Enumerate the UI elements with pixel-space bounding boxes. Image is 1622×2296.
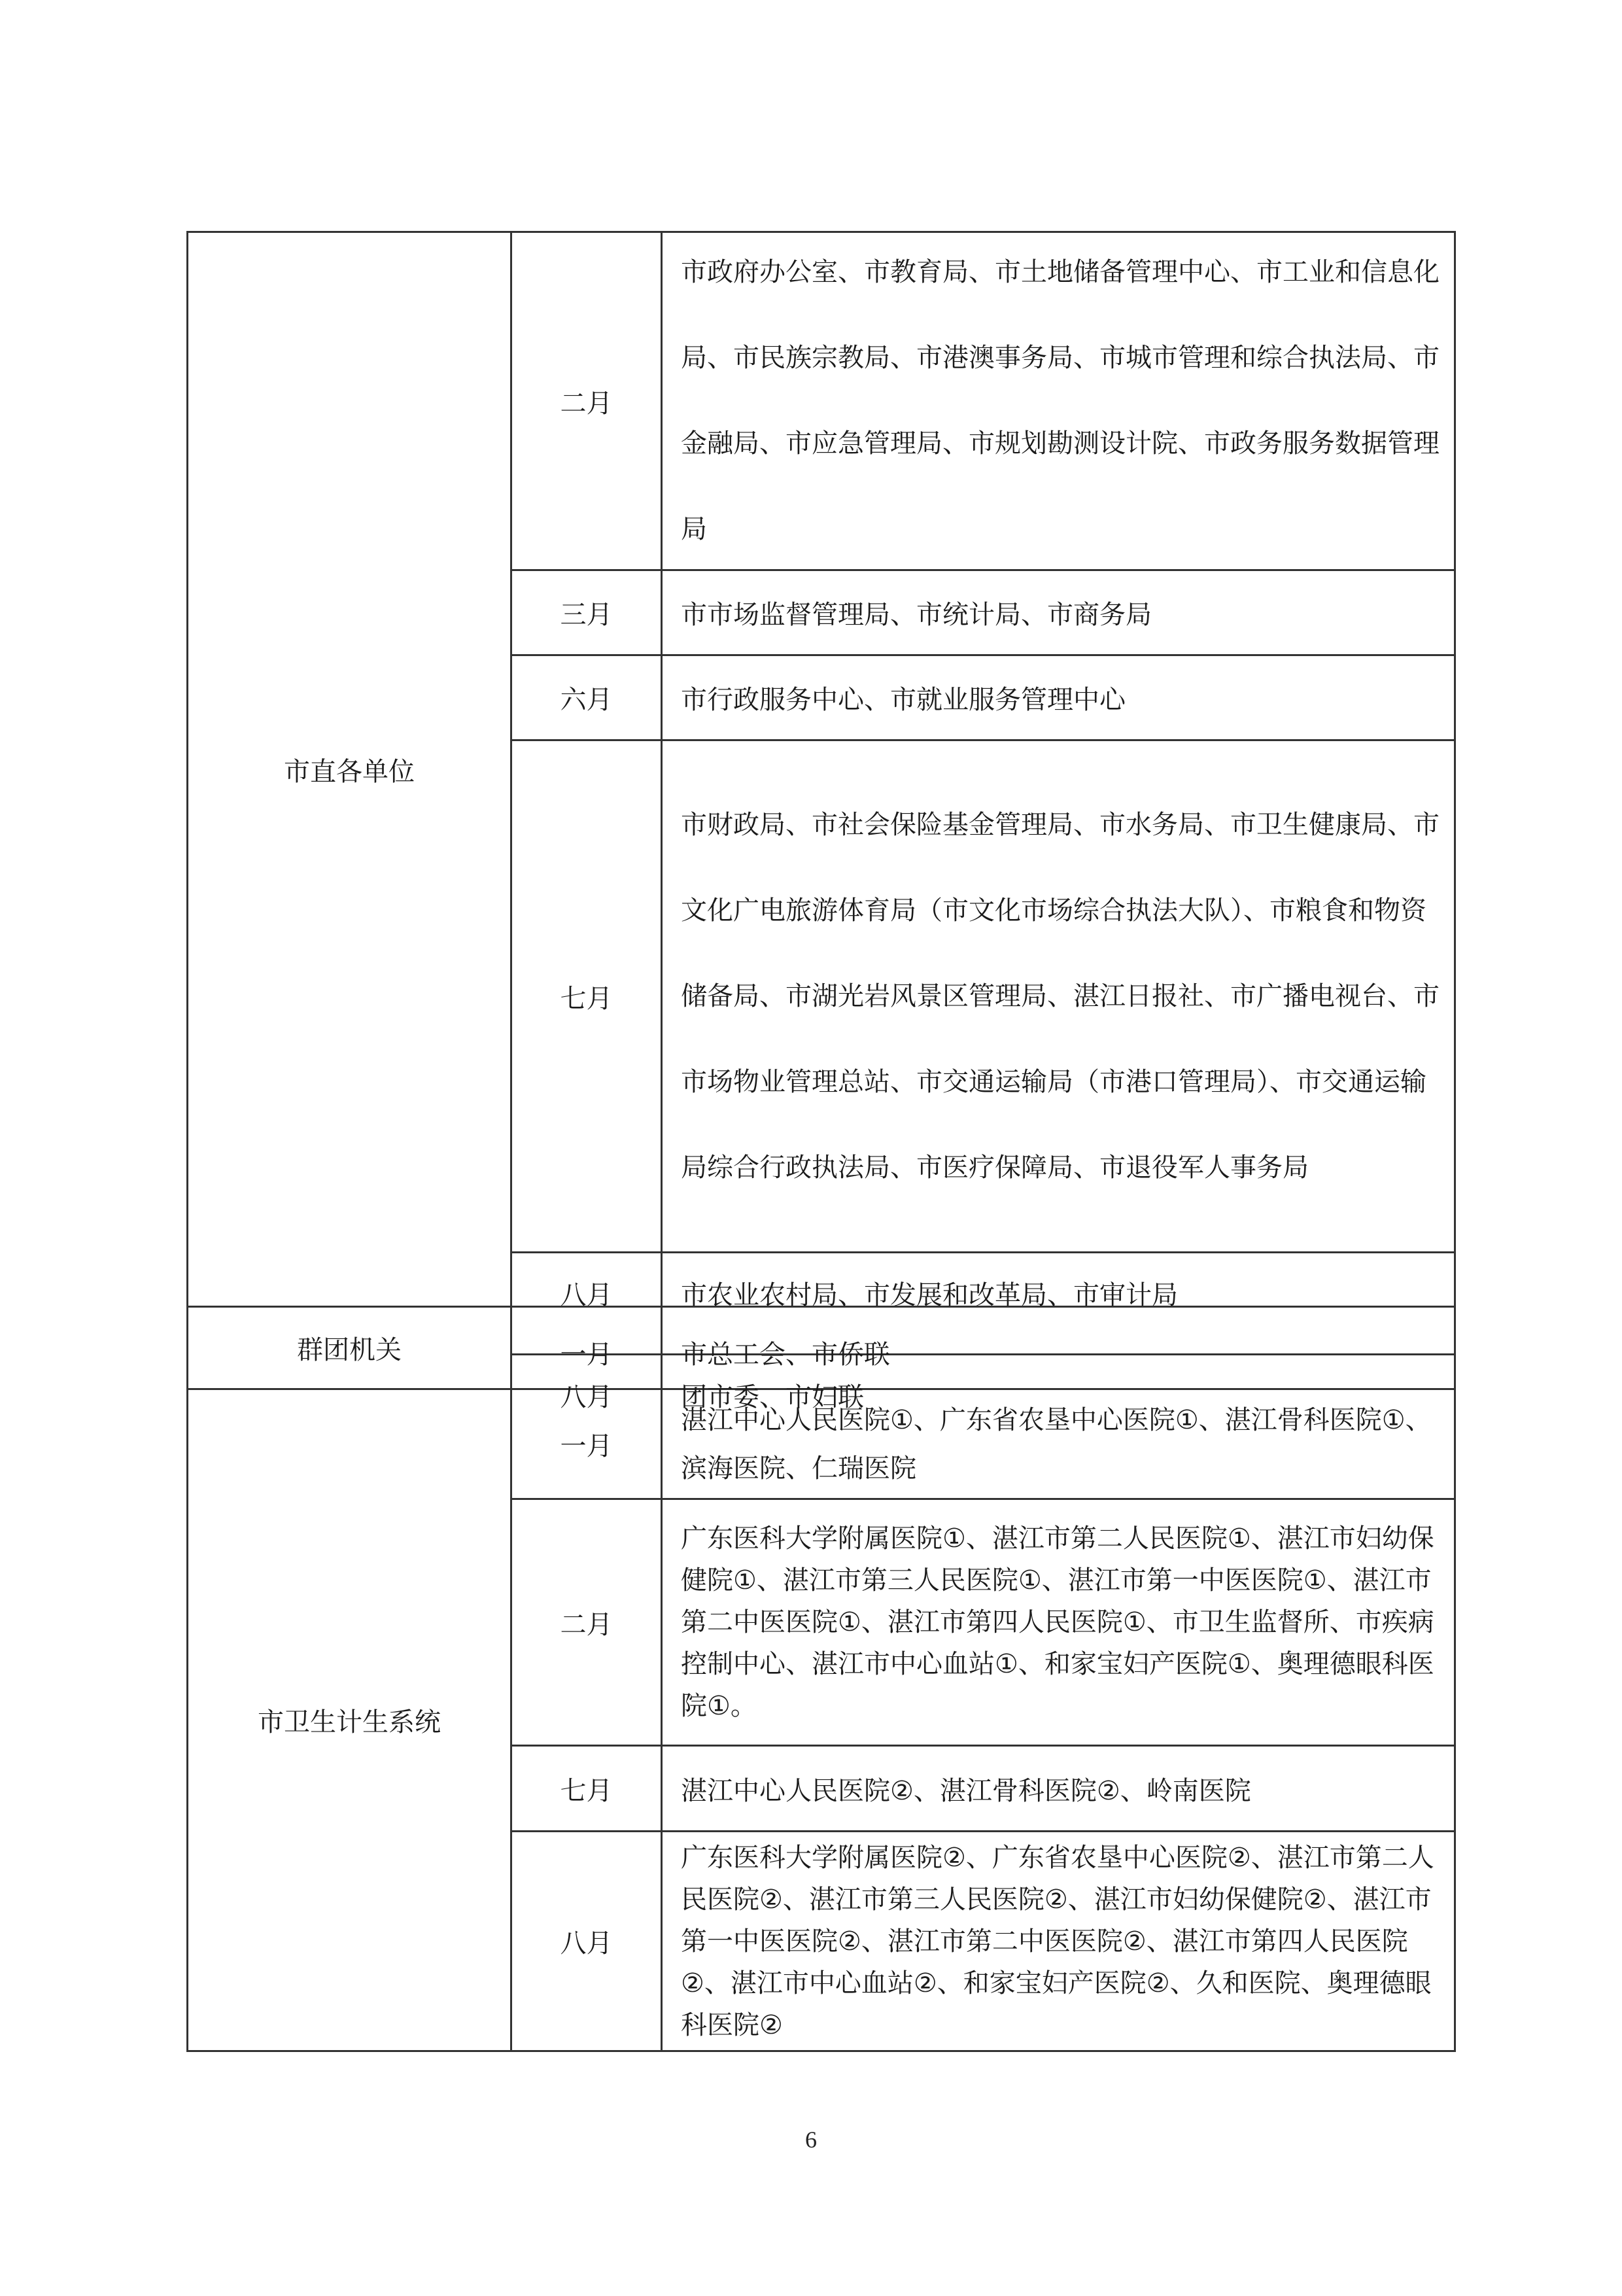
units-list: 湛江中心人民医院①、广东省农垦中心医院①、湛江骨科医院①、滨海医院、仁瑞医院: [681, 1404, 1432, 1484]
table-border-bottom: [186, 2050, 1456, 2052]
units-cell: [663, 1308, 1454, 1370]
month-cell: [512, 571, 661, 654]
units-list: 湛江中心人民医院②、湛江骨科医院②、岭南医院: [681, 1775, 1251, 1806]
category-cell: [188, 1308, 510, 1388]
units-cell: [663, 1832, 1454, 2050]
units-cell: [663, 1355, 1454, 1412]
month-cell: [512, 1747, 661, 1830]
units-list: 市行政服务中心、市就业服务管理中心: [681, 685, 1126, 715]
month-cell: [512, 1308, 661, 1370]
units-cell: [663, 1253, 1454, 1310]
month-label: 八月: [560, 1382, 613, 1412]
month-cell: [512, 656, 661, 739]
category-label: 市卫生计生系统: [258, 1707, 441, 1737]
units-cell: [663, 656, 1454, 739]
category-label: 群团机关: [297, 1335, 402, 1365]
table-border-right: [1454, 231, 1456, 2052]
units-list: 市财政局、市社会保险基金管理局、市水务局、市卫生健康局、市文化广电旅游体育局（市文化市场综合执法大队）、市粮食和物资储备局、市湖光岩风景区管理局、湛江日报社、市广播电视台、市市场物业管理总站、市交通运输局（市港口管理局）、市交通运输局综合行政执法局、市医疗保障局、市退役军人事务局: [681, 809, 1440, 1183]
units-list: 团市委、市妇联: [681, 1382, 864, 1412]
units-cell: [663, 233, 1454, 569]
month-label: 三月: [560, 600, 613, 630]
units-list: 市政府办公室、市教育局、市土地储备管理中心、市工业和信息化局、市民族宗教局、市港澳事务局、市城市管理和综合执法局、市金融局、市应急管理局、市规划勘测设计院、市政务服务数据管理局: [681, 257, 1440, 544]
month-label: 二月: [560, 1609, 613, 1640]
category-cell: [188, 1390, 510, 2050]
month-cell: [512, 233, 661, 569]
month-cell: [512, 1832, 661, 2050]
month-label: 一月: [560, 1340, 613, 1370]
month-cell: [512, 1390, 661, 1498]
month-label: 一月: [560, 1431, 613, 1461]
month-cell: [512, 741, 661, 1251]
units-list: 市农业农村局、市发展和改革局、市审计局: [681, 1280, 1178, 1310]
month-cell: [512, 1253, 661, 1310]
units-cell: [663, 1747, 1454, 1830]
month-label: 八月: [560, 1280, 613, 1310]
units-cell: [663, 571, 1454, 654]
units-cell: [663, 741, 1454, 1251]
month-cell: [512, 1500, 661, 1745]
units-list: 广东医科大学附属医院①、湛江市第二人民医院①、湛江市妇幼保健院①、湛江市第三人民医院①、湛江市第一中医医院①、湛江市第二中医医院①、湛江市第四人民医院①、市卫生监督所、市疾病控制中心、湛江市中心血站①、和家宝妇产医院①、奥理德眼科医院①。: [681, 1523, 1434, 1721]
units-list: 市市场监督管理局、市统计局、市商务局: [681, 600, 1152, 630]
units-cell: [663, 1390, 1454, 1498]
units-list: 市总工会、市侨联: [681, 1340, 890, 1370]
units-list: 广东医科大学附属医院②、广东省农垦中心医院②、湛江市第二人民医院②、湛江市第三人民医院②、湛江市妇幼保健院②、湛江市第一中医医院②、湛江市第二中医医院②、湛江市第四人民医院②、湛江市中心血站②、和家宝妇产医院②、久和医院、奥理德眼科医院②: [681, 1842, 1434, 2040]
month-label: 八月: [560, 1928, 613, 1958]
category-cell: [188, 233, 510, 1306]
month-label: 七月: [560, 983, 613, 1014]
units-cell: [663, 1500, 1454, 1745]
category-label: 市直各单位: [284, 756, 415, 787]
page-number: 6: [805, 2127, 817, 2153]
month-label: 二月: [560, 388, 613, 419]
month-cell: [512, 1355, 661, 1412]
month-label: 六月: [560, 685, 613, 715]
month-label: 七月: [560, 1775, 613, 1806]
